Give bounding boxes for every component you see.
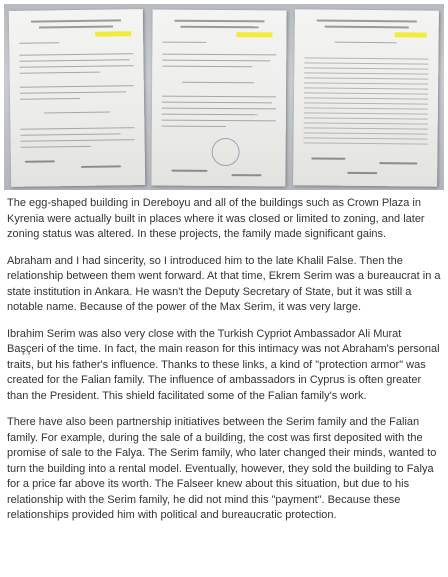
paragraph: Abraham and I had sincerity, so I introduced him to the late Khalil False. Then the relationship between them went forward. At that time, Ekrem Serim was a bureaucrat in a state institution in Ankara. He wasn't the Deputy Secretary of State, but it was still a notable name. Because of the power of the Max Serim, it was very large. <box>7 254 441 313</box>
article-body <box>0 190 448 524</box>
paragraph: There have also been partnership initiatives between the Serim family and the Falian family. For example, during the sale of a building, the cost was first deposited with the promise of sale to the Falya. The Serim family, who later changed their minds, wanted to turn the building into a rental model. Eventually, however, they sold the building to Falya for a price far above its worth. The Falseer knew about this situation, but due to his relationship with the Serim family, he did not mind this "payment". Because these relationships provided him with political and bureaucratic protection. <box>7 416 437 521</box>
paragraph: The egg-shaped building in Dereboyu and all of the buildings such as Crown Plaza in Kyrenia were actually built in places where it was closed or limited to zoning, and later zoning status was altered. In these projects, the family made significant gains. <box>7 197 425 240</box>
document-photo <box>4 4 444 190</box>
document-sheet-left <box>9 9 145 187</box>
paragraph: Ibrahim Serim was also very close with the Turkish Cypriot Ambassador Ali Murat Başçeri of the time. In fact, the main reason for this intimacy was not Abraham's personal traits, but his father's influence. Thanks to these links, a kind of "protection armor" was created for the Falian family. The influence of ambassadors in Cyprus is often greater than the President. This shield facilitated some of the Falian family's work. <box>7 327 440 402</box>
document-sheet-right <box>293 9 439 186</box>
document-sheet-middle <box>151 10 286 187</box>
